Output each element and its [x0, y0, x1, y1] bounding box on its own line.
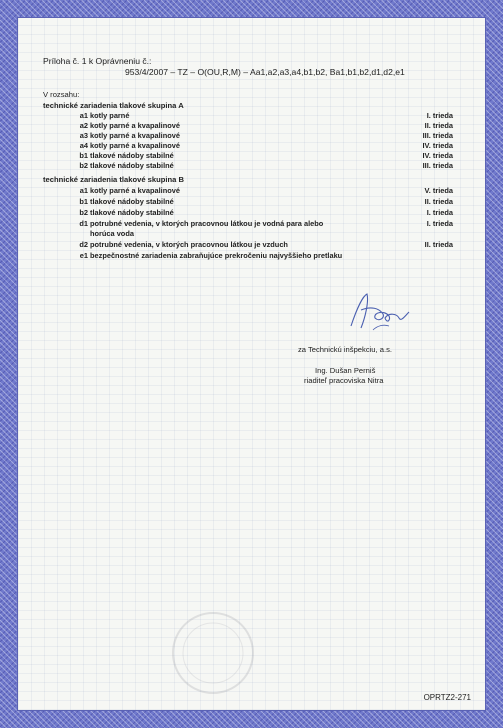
list-item: a4 kotly parné a kvapalinové IV. trieda	[79, 141, 453, 150]
scope-label: V rozsahu:	[43, 90, 80, 99]
list-item: a2 kotly parné a kvapalinové II. trieda	[79, 121, 453, 130]
handwritten-signature	[343, 288, 413, 338]
document-code: OPRTZ2-271	[423, 693, 471, 702]
embossed-seal	[168, 608, 258, 698]
group-a-title: technické zariadenia tlakové skupina A	[43, 101, 184, 110]
list-item: e1 bezpečnostné zariadenia zabraňujúce prekročeniu najvyššieho pretlaku	[79, 251, 343, 260]
annex-label: Príloha č. 1 k Oprávneniu č.:	[43, 56, 152, 66]
list-item: a1 kotly parné a kvapalinové V. trieda	[79, 186, 453, 195]
list-item: a1 kotly parné I. trieda	[79, 111, 453, 120]
list-item: b1 tlakové nádoby stabilné II. trieda	[79, 197, 453, 206]
certificate-sheet	[18, 18, 485, 710]
authorization-number: 953/4/2007 – TZ – O(OU,R,M) – Aa1,a2,a3,a4,b1,b2, Ba1,b1,b2,d1,d2,e1	[125, 67, 405, 77]
group-b-title: technické zariadenia tlakové skupina B	[43, 175, 184, 184]
list-item: d1 potrubné vedenia, v ktorých pracovnou látkou je vodná para alebo I. trieda	[79, 219, 453, 228]
list-item-continuation: horúca voda	[90, 229, 134, 238]
signatory-position: riaditeľ pracoviska Nitra	[304, 376, 384, 385]
list-item: b1 tlakové nádoby stabilné IV. trieda	[79, 151, 453, 160]
list-item: b2 tlakové nádoby stabilné III. trieda	[79, 161, 453, 170]
list-item: b2 tlakové nádoby stabilné I. trieda	[79, 208, 453, 217]
list-item: a3 kotly parné a kvapalinové III. trieda	[79, 131, 453, 140]
signatory-organization: za Technickú inšpekciu, a.s.	[298, 345, 392, 354]
signatory-name: Ing. Dušan Perniš	[315, 366, 376, 375]
list-item: d2 potrubné vedenia, v ktorých pracovnou látkou je vzduch II. trieda	[79, 240, 453, 249]
